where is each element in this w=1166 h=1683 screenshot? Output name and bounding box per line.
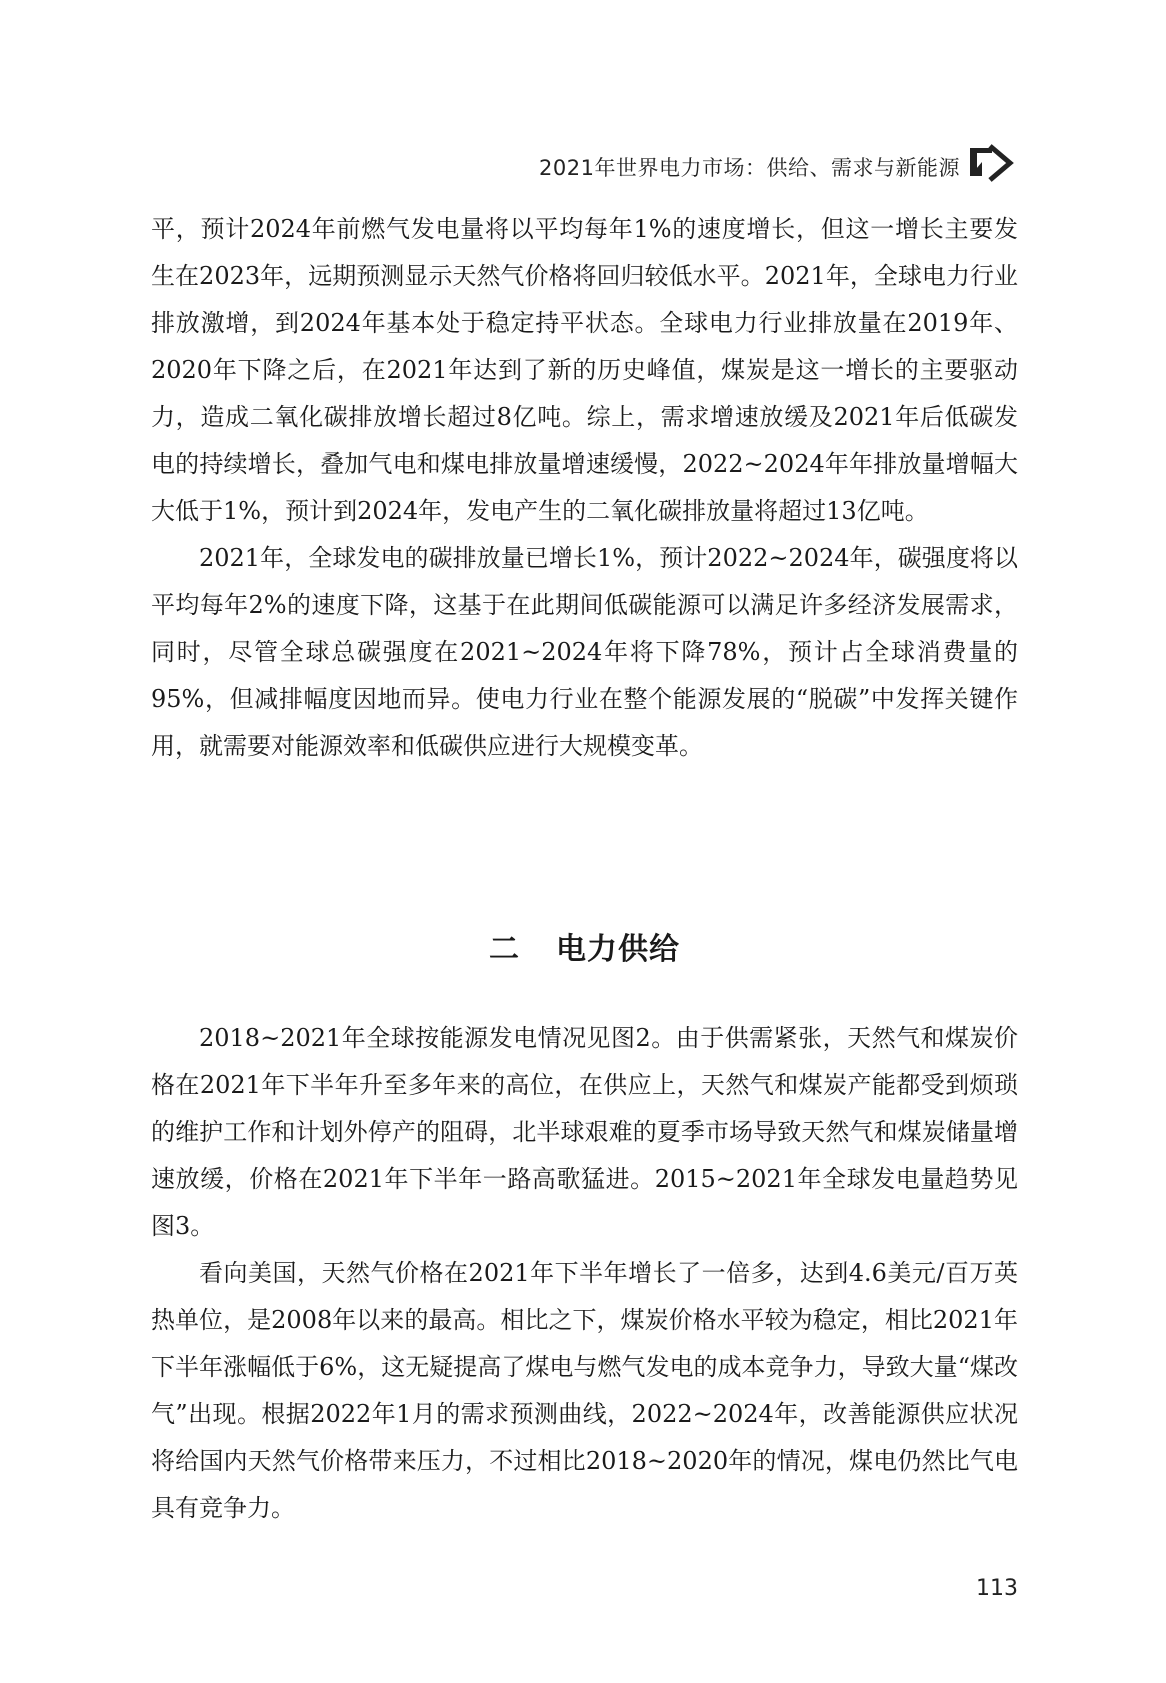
section-heading [151,924,1018,968]
section-1-body [151,206,1018,770]
section-2-body [151,1015,1018,1532]
section-title: 电力供给 [556,932,680,967]
paragraph: 2021年，全球发电的碳排放量已增长1%，预计2022~2024年，碳强度将以平均每年2%的速度下降，这基于在此期间低碳能源可以满足许多经济发展需求，同时，尽管全球总碳强度在2021~2024年将下降78%，预计占全球消费量的95%，但减排幅度因地而异。使电力行业在整个能源发展的“脱碳”中发挥关键作用，就需要对能源效率和低碳供应进行大规模变革。 [151,544,1018,760]
section-number: 二 [489,932,520,967]
paragraph: 看向美国，天然气价格在2021年下半年增长了一倍多，达到4.6美元/百万英热单位，是2008年以来的最高。相比之下，煤炭价格水平较为稳定，相比2021年下半年涨幅低于6%，这无疑提高了煤电与燃气发电的成本竞争力，导致大量“煤改气”出现。根据2022年1月的需求预测曲线，2022~2024年，改善能源供应状况将给国内天然气价格带来压力，不过相比2018~2020年的情况，煤电仍然比气电具有竞争力。 [151,1259,1018,1522]
paragraph: 平，预计2024年前燃气发电量将以平均每年1%的速度增长，但这一增长主要发生在2023年，远期预测显示天然气价格将回归较低水平。2021年，全球电力行业排放激增，到2024年基本处于稳定持平状态。全球电力行业排放量在2019年、2020年下降之后，在2021年达到了新的历史峰值，煤炭是这一增长的主要驱动力，造成二氧化碳排放增长超过8亿吨。综上，需求增速放缓及2021年后低碳发电的持续增长，叠加气电和煤电排放量增速缓慢，2022~2024年年排放量增幅大大低于1%，预计到2024年，发电产生的二氧化碳排放量将超过13亿吨。 [151,215,1018,525]
chapter-arrow-icon [968,142,1018,184]
page-number: 113 [976,1576,1018,1601]
running-header-title: 2021年世界电力市场：供给、需求与新能源 [539,156,960,180]
paragraph: 2018~2021年全球按能源发电情况见图2。由于供需紧张，天然气和煤炭价格在2021年下半年升至多年来的高位，在供应上，天然气和煤炭产能都受到烦琐的维护工作和计划外停产的阻碍，北半球艰难的夏季市场导致天然气和煤炭储量增速放缓，价格在2021年下半年一路高歌猛进。2015~2021年全球发电量趋势见图3。 [151,1024,1018,1240]
